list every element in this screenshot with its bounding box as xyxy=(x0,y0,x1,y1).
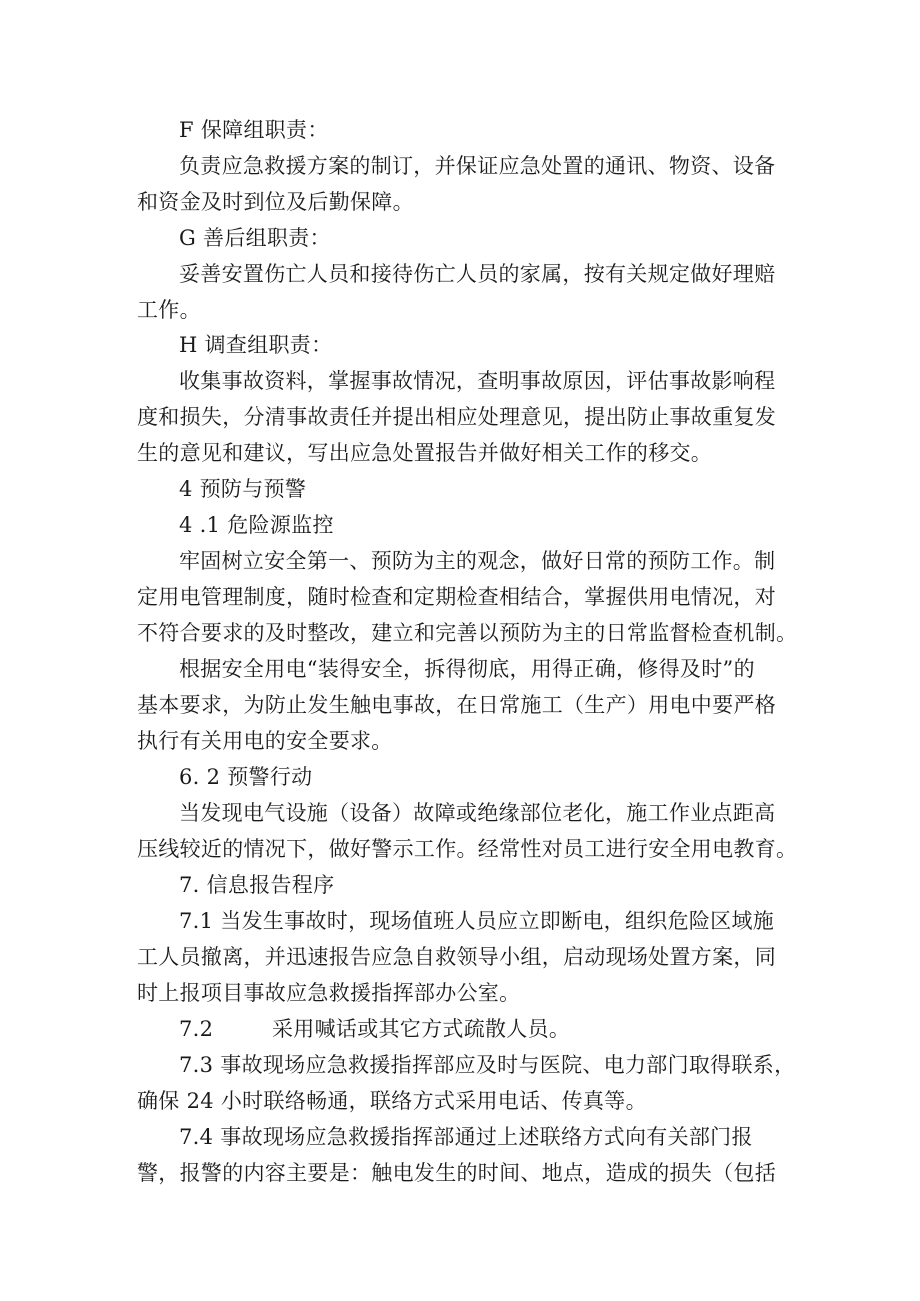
paragraph-line: 7.3 事故现场应急救援指挥部应及时与医院、电力部门取得联系， xyxy=(179,1053,796,1077)
heading-f-support-group: F 保障组职责： xyxy=(179,118,329,142)
paragraph-line: 确保 24 小时联络畅通，联络方式采用电话、传真等。 xyxy=(137,1089,647,1113)
paragraph-line: 牢固树立安全第一、预防为主的观念，做好日常的预防工作。制 xyxy=(179,549,776,573)
paragraph-line: 度和损失，分清事故责任并提出相应处理意见，提出防止事故重复发 xyxy=(137,405,776,429)
heading-h-investigation-group: H 调查组职责： xyxy=(179,333,333,357)
paragraph-line: 生的意见和建议，写出应急处置报告并做好相关工作的移交。 xyxy=(137,441,713,465)
paragraph-line: 定用电管理制度，随时检查和定期检查相结合，掌握供用电情况，对 xyxy=(137,585,776,609)
paragraph-line: 工作。 xyxy=(137,298,201,322)
section-heading-6-2: 6. 2 预警行动 xyxy=(179,765,313,789)
paragraph-line: 压线较近的情况下，做好警示工作。经常性对员工进行安全用电教育。 xyxy=(137,837,798,861)
paragraph-line: 收集事故资料，掌握事故情况，查明事故原因，评估事故影响程 xyxy=(179,369,776,393)
paragraph-line: 基本要求，为防止发生触电事故，在日常施工（生产）用电中要严格 xyxy=(137,693,776,717)
paragraph-line: 当发现电气设施（设备）故障或绝缘部位老化，施工作业点距高 xyxy=(179,801,776,825)
paragraph-line: 和资金及时到位及后勤保障。 xyxy=(137,190,414,214)
item-number-7-2: 7.2 xyxy=(179,1017,214,1041)
paragraph-line: 负责应急救援方案的制订，并保证应急处置的通讯、物资、设备 xyxy=(179,154,776,178)
section-heading-4-1: 4 .1 危险源监控 xyxy=(179,513,334,537)
paragraph-line: 警，报警的内容主要是：触电发生的时间、地点，造成的损失（包括 xyxy=(137,1161,776,1185)
paragraph-line: 7.1 当发生事故时，现场值班人员应立即断电，组织危险区域施 xyxy=(179,909,775,933)
section-heading-4: 4 预防与预警 xyxy=(179,477,307,501)
paragraph-line: 工人员撤离，并迅速报告应急自救领导小组，启动现场处置方案，同 xyxy=(137,945,776,969)
paragraph-line: 7.4 事故现场应急救援指挥部通过上述联络方式向有关部门报 xyxy=(179,1125,753,1149)
paragraph-line: 采用喊话或其它方式疏散人员。 xyxy=(272,1017,571,1041)
paragraph-line: 妥善安置伤亡人员和接待伤亡人员的家属，按有关规定做好理赔 xyxy=(179,262,776,286)
paragraph-line: 时上报项目事故应急救援指挥部办公室。 xyxy=(137,981,521,1005)
heading-g-aftermath-group: G 善后组职责： xyxy=(179,226,331,250)
paragraph-line: 不符合要求的及时整改，建立和完善以预防为主的日常监督检查机制。 xyxy=(137,621,798,645)
paragraph-line: 根据安全用电“装得安全，拆得彻底，用得正确，修得及时”的 xyxy=(179,657,755,681)
section-heading-7: 7. 信息报告程序 xyxy=(179,873,335,897)
paragraph-line: 执行有关用电的安全要求。 xyxy=(137,729,393,753)
